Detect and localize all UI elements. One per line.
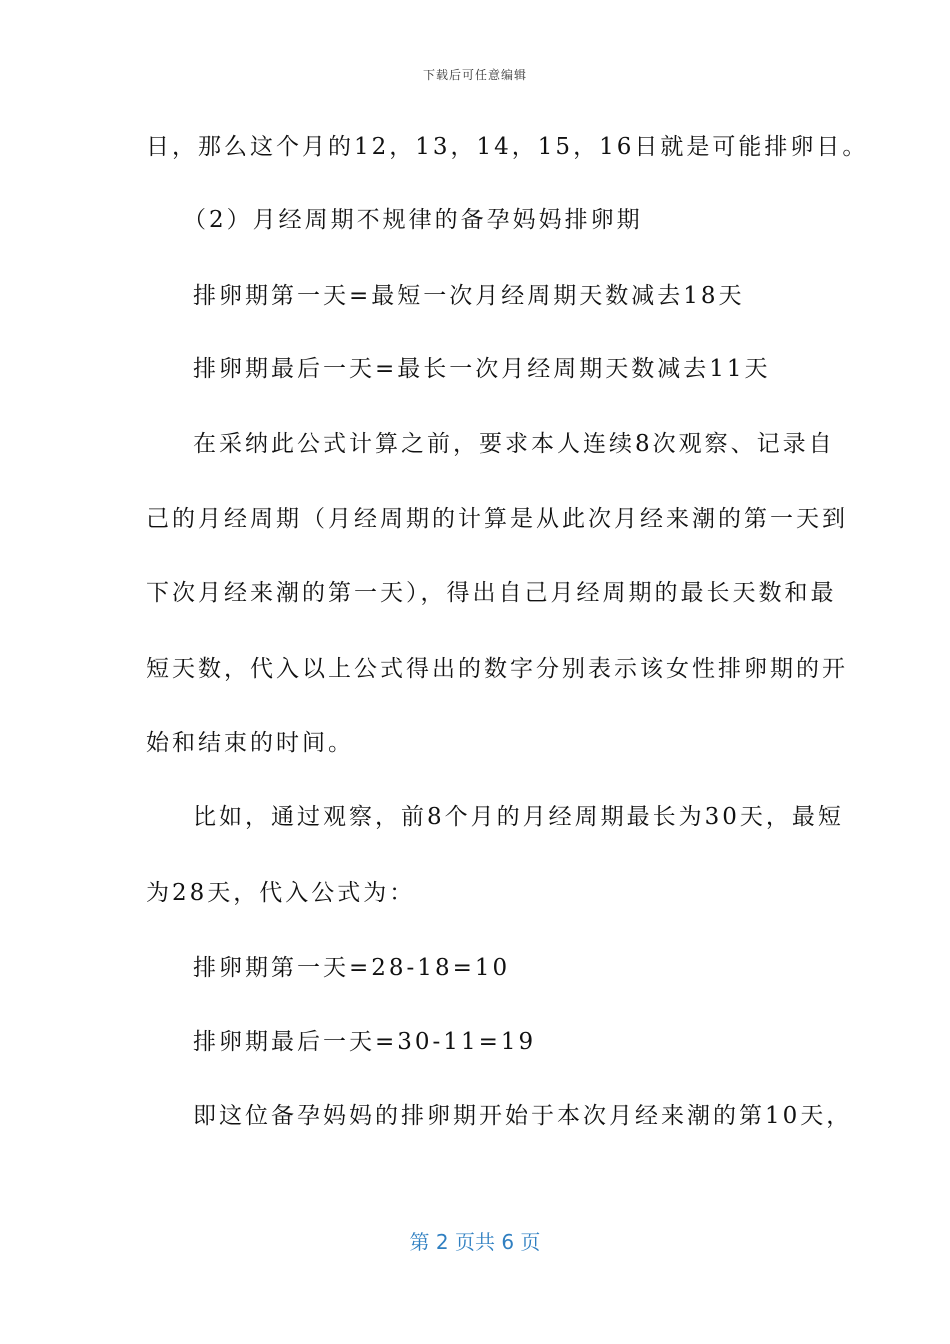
body-line-9: 始和结束的时间。 (146, 730, 354, 756)
body-line-6: 己的月经周期（月经周期的计算是从此次月经来潮的第一天到 (146, 506, 848, 532)
body-line-1: 日，那么这个月的12，13，14，15，16日就是可能排卵日。 (146, 134, 869, 160)
body-line-13: 排卵期最后一天=30-11=19 (193, 1029, 537, 1055)
body-line-4: 排卵期最后一天=最长一次月经周期天数减去11天 (193, 356, 771, 382)
body-line-5: 在采纳此公式计算之前，要求本人连续8次观察、记录自 (193, 431, 835, 457)
body-line-11: 为28天，代入公式为： (146, 880, 416, 906)
body-line-12: 排卵期第一天=28-18=10 (193, 955, 511, 981)
body-line-8: 短天数，代入以上公式得出的数字分别表示该女性排卵期的开 (146, 656, 848, 682)
body-line-3: 排卵期第一天=最短一次月经周期天数减去18天 (193, 283, 745, 309)
header-note: 下载后可任意编辑 (422, 68, 527, 82)
body-line-14: 即这位备孕妈妈的排卵期开始于本次月经来潮的第10天， (193, 1103, 853, 1129)
body-line-2: （2）月经周期不规律的备孕妈妈排卵期 (183, 207, 643, 233)
page-number-footer: 第 2 页共 6 页 (409, 1230, 541, 1254)
body-line-7: 下次月经来潮的第一天），得出自己月经周期的最长天数和最 (146, 580, 837, 606)
body-line-10: 比如，通过观察，前8个月的月经周期最长为30天，最短 (193, 804, 844, 830)
